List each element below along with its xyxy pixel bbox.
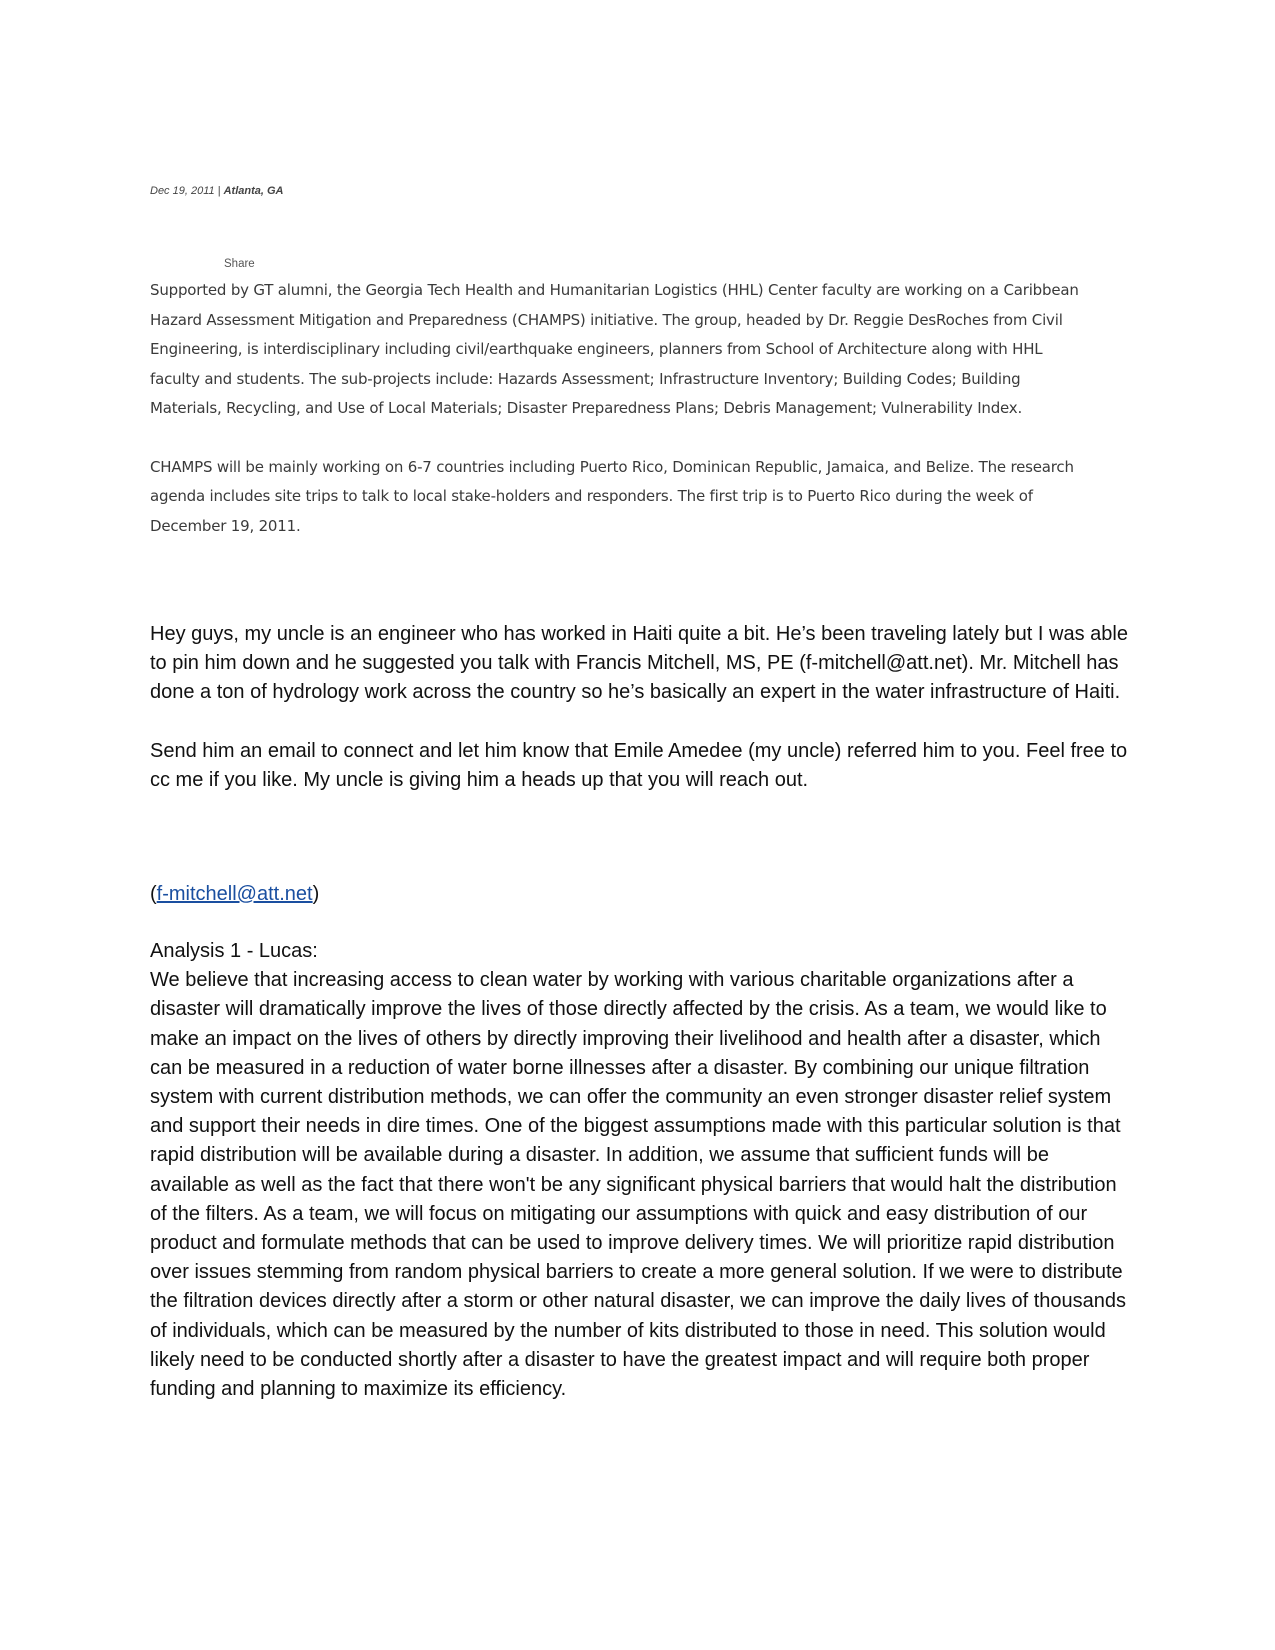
- article-location: Atlanta, GA: [223, 185, 284, 197]
- contact-email-line: [150, 880, 1130, 909]
- close-paren: ): [312, 883, 320, 905]
- article-date: Dec 19, 2011: [150, 185, 215, 197]
- analysis-body: We believe that increasing access to clean water by working with various charitable organizations after a disaster will dramatically improve the lives of those directly affected by the crisis. As a team, we would like to make an impact on the lives of others by directly improving their livelihood and health after a disaster, which can be measured in a reduction of water borne illnesses after a disaster. By combining our unique filtration system with current distribution methods, we can offer the community an even stronger disaster relief system and support their needs in dire times. One of the biggest assumptions made with this particular solution is that rapid distribution will be available during a disaster. In addition, we assume that sufficient funds will be available as well as the fact that there won't be any significant physical barriers that would halt the distribution of the filters. As a team, we will focus on mitigating our assumptions with quick and easy distribution of our product and formulate methods that can be used to improve delivery times. We will prioritize rapid distribution over issues stemming from random physical barriers to create a more general solution. If we were to distribute the filtration devices directly after a storm or other natural disaster, we can improve the daily lives of thousands of individuals, which can be measured by the number of kits distributed to those in need. This solution would likely need to be conducted shortly after a disaster to have the greatest impact and will require both proper funding and planning to maximize its efficiency.: [150, 969, 1127, 1401]
- article-body: [150, 276, 1095, 541]
- dateline-separator: |: [214, 185, 224, 197]
- article-dateline: [150, 185, 284, 197]
- note-paragraph-1: Hey guys, my uncle is an engineer who has worked in Haiti quite a bit. He’s been traveling lately but I was able to pin him down and he suggested you talk with Francis Mitchell, MS, PE (f-mitchell@att.net). Mr. Mitchell has done a ton of hydrology work across the country so he’s basically an expert in the water infrastructure of Haiti.: [150, 623, 1128, 704]
- open-paren: (: [150, 883, 157, 905]
- analysis-section: [150, 937, 1130, 1404]
- article-paragraph-1: Supported by GT alumni, the Georgia Tech Health and Humanitarian Logistics (HHL) Center faculty are working on a Caribbean Hazard Assessment Mitigation and Preparedness (CHAMPS) initiative. The group, headed by Dr. Reggie DesRoches from Civil Engineering, is interdisciplinary including civil/earthquake engineers, planners from School of Architecture along with HHL faculty and students. The sub-projects include: Hazards Assessment; Infrastructure Inventory; Building Codes; Building Materials, Recycling, and Use of Local Materials; Disaster Preparedness Plans; Debris Management; Vulnerability Index.: [150, 281, 1079, 417]
- note-paragraph-2: Send him an email to connect and let him know that Emile Amedee (my uncle) referred him to you. Feel free to cc me if you like. My uncle is giving him a heads up that you will reach out.: [150, 739, 1128, 791]
- article-paragraph-2: CHAMPS will be mainly working on 6-7 countries including Puerto Rico, Dominican Republic, Jamaica, and Belize. The research agenda includes site trips to talk to local stake-holders and responders. The first trip is to Puerto Rico during the week of December 19, 2011.: [150, 457, 1074, 535]
- analysis-heading: Analysis 1 - Lucas:: [150, 940, 318, 962]
- referral-note: [150, 620, 1130, 795]
- share-link[interactable]: Share: [224, 258, 255, 270]
- contact-email-link[interactable]: f-mitchell@att.net: [156, 883, 313, 905]
